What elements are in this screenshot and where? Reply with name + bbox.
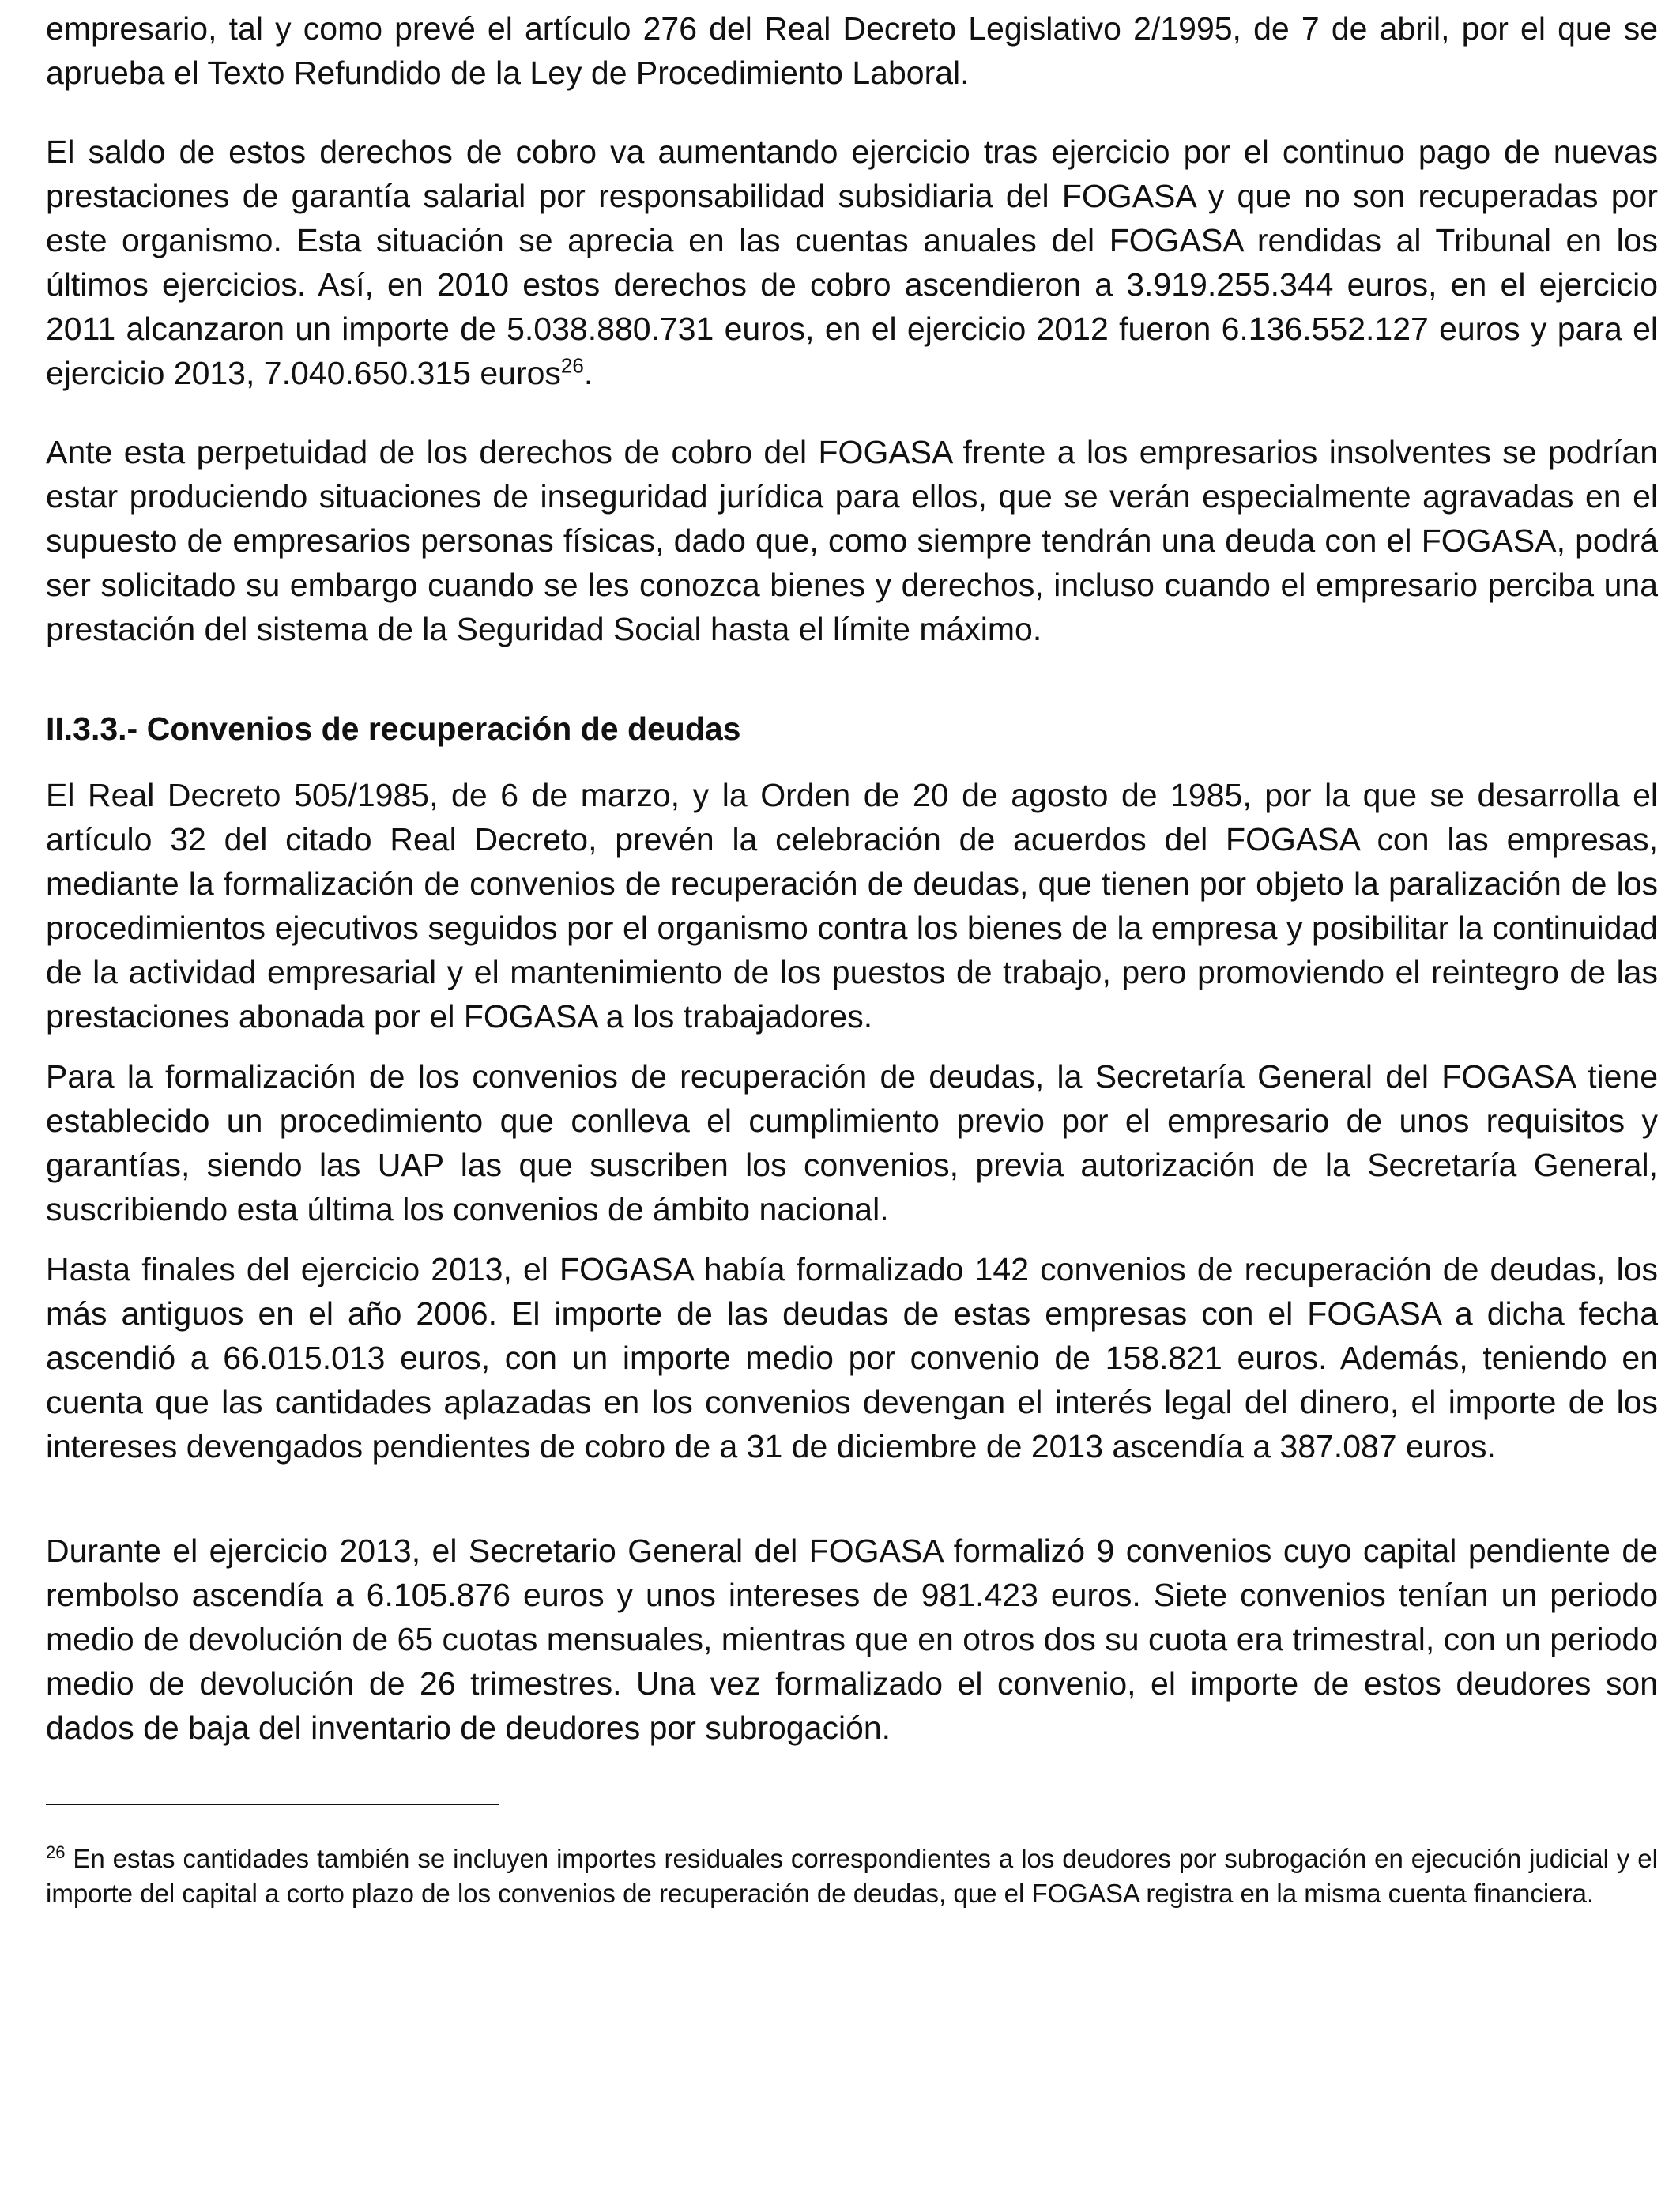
- paragraph-continuation: empresario, tal y como prevé el artículo 276 del Real Decreto Legislativo 2/1995, de 7 de abril, por el que se aprueba el Texto Refundido de la Ley de Procedimiento Laboral.: [46, 10, 1658, 91]
- paragraph-perpetuidad: Ante esta perpetuidad de los derechos de cobro del FOGASA frente a los empresarios insolventes se podrían estar produciendo situaciones de inseguridad jurídica para ellos, que se verán especialmente agravadas en el supuesto de empresarios personas físicas, dado que, como siempre tendrán una deuda con el FOGASA, podrá ser solicitado su embargo cuando se les conozca bienes y derechos, incluso cuando el empresario perciba una prestación del sistema de la Seguridad Social hasta el límite máximo.: [46, 434, 1658, 647]
- footnote-number: 26: [46, 1842, 66, 1862]
- footnote-reference[interactable]: 26: [560, 353, 584, 378]
- footnote-text: En estas cantidades también se incluyen importes residuales correspondientes a los deudores por subrogación en ejecución judicial y el importe del capital a corto plazo de los convenios de recuperación de deudas, que el FOGASA registra en la misma cuenta financiera.: [46, 1844, 1658, 1908]
- paragraph-real-decreto: El Real Decreto 505/1985, de 6 de marzo, y la Orden de 20 de agosto de 1985, por la que se desarrolla el artículo 32 del citado Real Decreto, prevén la celebración de acuerdos del FOGASA con las empresas, mediante la formalización de convenios de recuperación de deudas, que tienen por objeto la paralización de los procedimientos ejecutivos seguidos por el organismo contra los bienes de la empresa y posibilitar la continuidad de la actividad empresarial y el mantenimiento de los puestos de trabajo, pero promoviendo el reintegro de las prestaciones abonada por el FOGASA a los trabajadores.: [46, 777, 1658, 1035]
- paragraph-text: El saldo de estos derechos de cobro va aumentando ejercicio tras ejercicio por el continuo pago de nuevas prestaciones de garantía salarial por responsabilidad subsidiaria del FOGASA y que no son recuperadas por este organismo. Esta situación se aprecia en las cuentas anuales del FOGASA rendidas al Tribunal en los últimos ejercicios. Así, en 2010 estos derechos de cobro ascendieron a 3.919.255.344 euros, en el ejercicio 2011 alcanzaron un importe de 5.038.880.731 euros, en el ejercicio 2012 fueron 6.136.552.127 euros y para el ejercicio 2013, 7.040.650.315 euros: [46, 134, 1658, 391]
- footnote-separator: [46, 1804, 499, 1805]
- paragraph-formalizacion: Para la formalización de los convenios de recuperación de deudas, la Secretaría General del FOGASA tiene establecido un procedimiento que conlleva el cumplimiento previo por el empresario de unos requisitos y garantías, siendo las UAP las que suscriben los convenios, previa autorización de la Secretaría General, suscribiendo esta última los convenios de ámbito nacional.: [46, 1058, 1658, 1227]
- paragraph-hasta-finales: Hasta finales del ejercicio 2013, el FOGASA había formalizado 142 convenios de recuperación de deudas, los más antiguos en el año 2006. El importe de las deudas de estas empresas con el FOGASA a dicha fecha ascendió a 66.015.013 euros, con un importe medio por convenio de 158.821 euros. Además, teniendo en cuenta que las cantidades aplazadas en los convenios devengan el interés legal del dinero, el importe de los intereses devengados pendientes de cobro de a 31 de diciembre de 2013 ascendía a 387.087 euros.: [46, 1251, 1658, 1465]
- paragraph-end: .: [583, 355, 593, 391]
- footnote: [46, 1842, 1658, 1911]
- paragraph-saldo-derechos: [46, 130, 1658, 395]
- paragraph-durante-ejercicio: Durante el ejercicio 2013, el Secretario General del FOGASA formalizó 9 convenios cuyo capital pendiente de rembolso ascendía a 6.105.876 euros y unos intereses de 981.423 euros. Siete convenios tenían un periodo medio de devolución de 65 cuotas mensuales, mientras que en otros dos su cuota era trimestral, con un periodo medio de devolución de 26 trimestres. Una vez formalizado el convenio, el importe de estos deudores son dados de baja del inventario de deudores por subrogación.: [46, 1532, 1658, 1746]
- section-heading: II.3.3.- Convenios de recuperación de deudas: [46, 711, 741, 747]
